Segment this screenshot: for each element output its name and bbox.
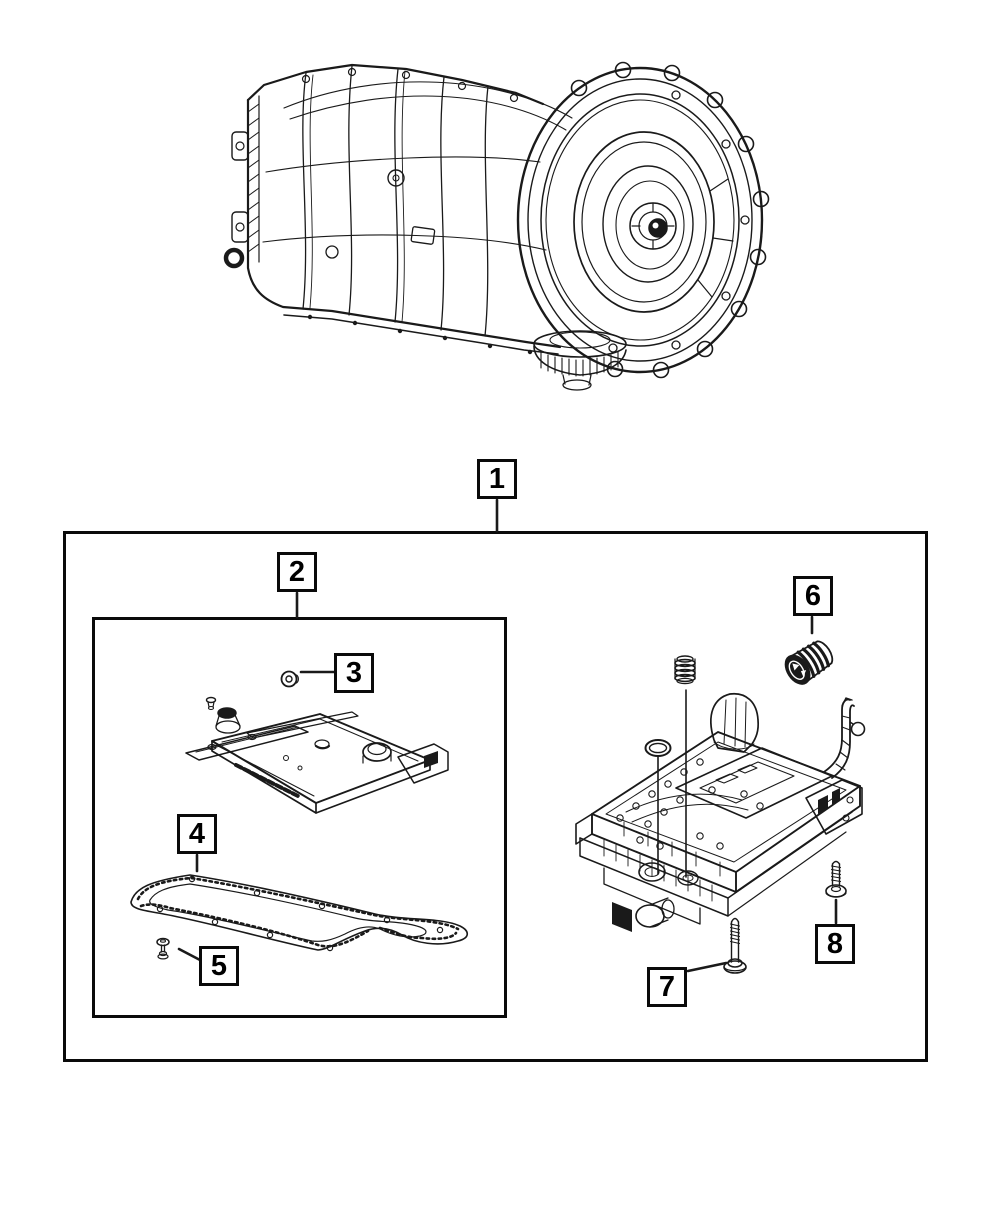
callout-1-box xyxy=(477,459,517,499)
transmission-illustration xyxy=(226,63,769,391)
callout-2-label: 2 xyxy=(288,555,306,588)
callout-4-box xyxy=(177,814,217,854)
callout-3-box xyxy=(334,653,374,693)
callout-1-label: 1 xyxy=(488,462,506,495)
grommet-illustration xyxy=(282,672,299,687)
callout-5-label: 5 xyxy=(210,949,228,982)
pan-gasket-illustration xyxy=(131,875,467,951)
o-ring-illustration xyxy=(646,740,671,756)
callout-4-label: 4 xyxy=(188,817,206,850)
retainer-pin-illustration xyxy=(207,698,216,710)
callout-5-box xyxy=(199,946,239,986)
callout-7-box xyxy=(647,967,687,1007)
valve-body-illustration xyxy=(576,694,865,932)
callout-6-box xyxy=(793,576,833,616)
callout-7-label: 7 xyxy=(658,970,676,1003)
valve-body-bolt-illustration xyxy=(724,919,746,974)
callout-3-label: 3 xyxy=(345,656,363,689)
retainer-screw-illustration xyxy=(157,939,169,959)
oil-filter-illustration xyxy=(186,698,448,814)
pressure-plug-illustration xyxy=(781,636,838,688)
callout-8-label: 8 xyxy=(826,927,844,960)
callout-8-box xyxy=(815,924,855,964)
spring-filter-illustration xyxy=(675,656,695,684)
callout-2-box xyxy=(277,552,317,592)
callout-6-label: 6 xyxy=(804,579,822,612)
tcm-screw-illustration xyxy=(826,862,846,898)
